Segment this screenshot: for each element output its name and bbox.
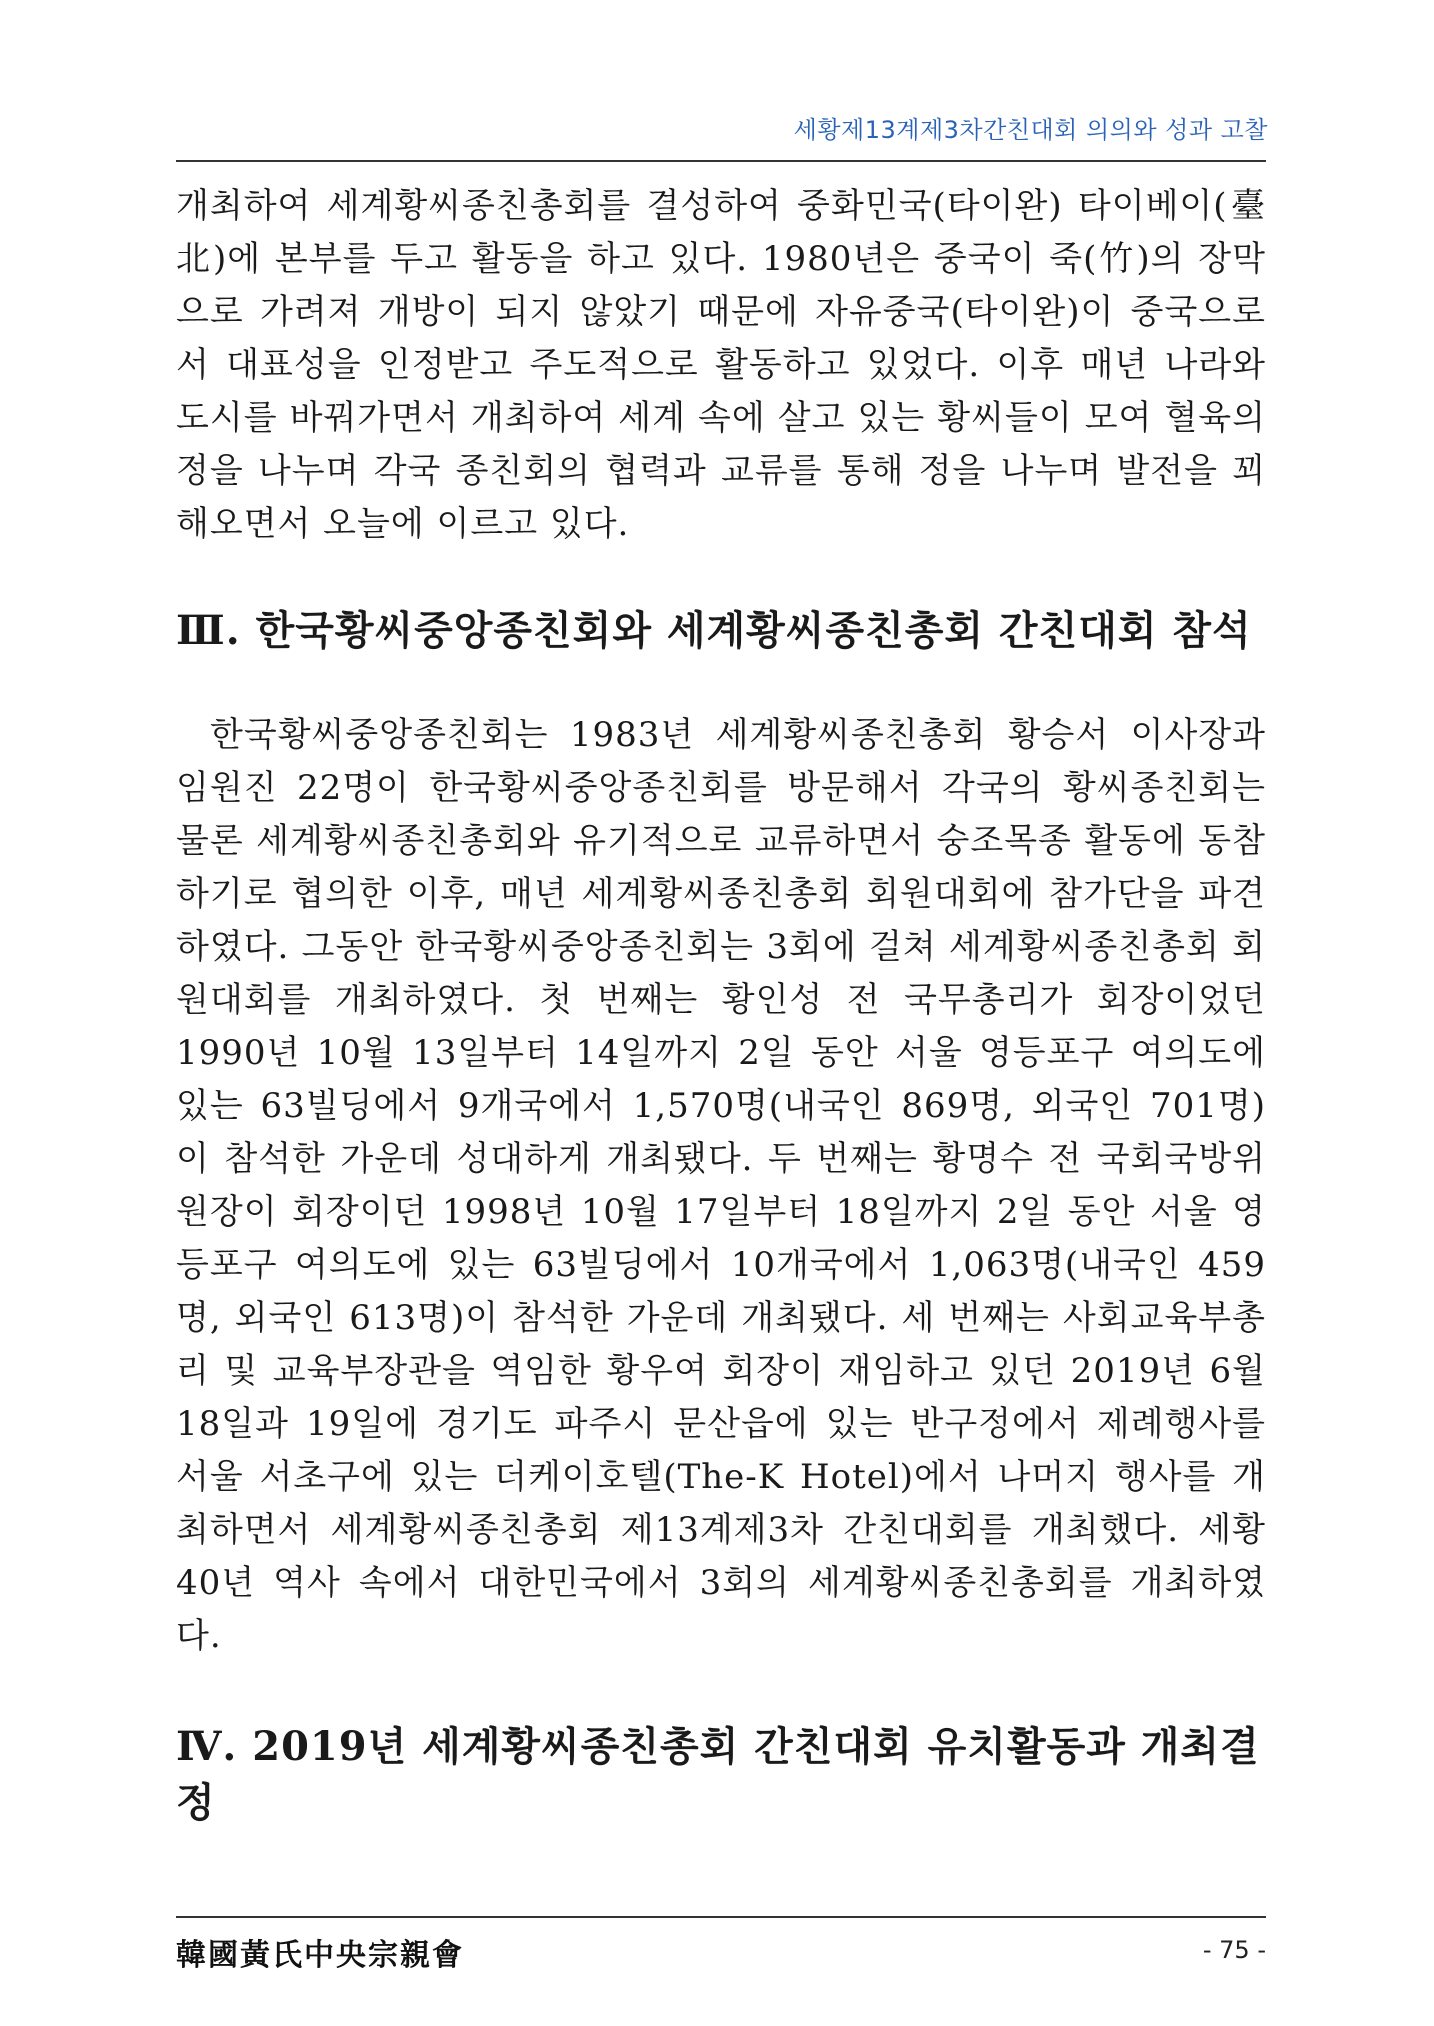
footer-divider xyxy=(176,1916,1266,1918)
organization-logo: 韓國黃氏中央宗親會 xyxy=(176,1938,464,1973)
page-number: - 75 - xyxy=(1202,1936,1266,1964)
header-divider xyxy=(176,160,1266,162)
section-3-paragraph: 한국황씨중앙종친회는 1983년 세계황씨종친총회 황승서 이사장과 임원진 22명이 한국황씨중앙종친회를 방문해서 각국의 황씨종친회는 물론 세계황씨종친총회와 유기적으로 교류하면서 숭조목종 활동에 동참하기로 협의한 이후, 매년 세계황씨종친총회 회원대회에 참가단을 파견하였다. 그동안 한국황씨중앙종친회는 3회에 걸쳐 세계황씨종친총회 회원대회를 개최하였다. 첫 번째는 황인성 전 국무총리가 회장이었던 1990년 10월 13일부터 14일까지 2일 동안 서울 영등포구 여의도에 있는 63빌딩에서 9개국에서 1,570명(내국인 869명, 외국인 701명)이 참석한 가운데 성대하게 개최됐다. 두 번째는 황명수 전 국회국방위원장이 회장이던 1998년 10월 17일부터 18일까지 2일 동안 서울 영등포구 여의도에 있는 63빌딩에서 10개국에서 1,063명(내국인 459명, 외국인 613명)이 참석한 가운데 개최됐다. 세 번째는 사회교육부총리 및 교육부장관을 역임한 황우여 회장이 재임하고 있던 2019년 6월 18일과 19일에 경기도 파주시 문산읍에 있는 반구정에서 제례행사를 서울 서초구에 있는 더케이호텔(The-K Hotel)에서 나머지 행사를 개최하면서 세계황씨종친총회 제13계제3차 간친대회를 개최했다. 세황 40년 역사 속에서 대한민국에서 3회의 세계황씨종친총회를 개최하였다. xyxy=(176,715,1266,1656)
page-content xyxy=(176,180,1266,1831)
section-3-heading: Ⅲ. 한국황씨중앙종친회와 세계황씨종친총회 간친대회 참석 xyxy=(176,607,1252,654)
continuation-paragraph: 개최하여 세계황씨종친총회를 결성하여 중화민국(타이완) 타이베이(臺北)에 본부를 두고 활동을 하고 있다. 1980년은 중국이 죽(竹)의 장막으로 가려져 개방이 되지 않았기 때문에 자유중국(타이완)이 중국으로서 대표성을 인정받고 주도적으로 활동하고 있었다. 이후 매년 나라와 도시를 바꿔가면서 개최하여 세계 속에 살고 있는 황씨들이 모여 혈육의 정을 나누며 각국 종친회의 협력과 교류를 통해 정을 나누며 발전을 꾀해오면서 오늘에 이르고 있다. xyxy=(176,186,1266,544)
running-header: 세황제13계제3차간친대회 의의와 성과 고찰 xyxy=(793,116,1268,144)
section-4-heading: Ⅳ. 2019년 세계황씨종친총회 간친대회 유치활동과 개최결정 xyxy=(176,1723,1260,1826)
